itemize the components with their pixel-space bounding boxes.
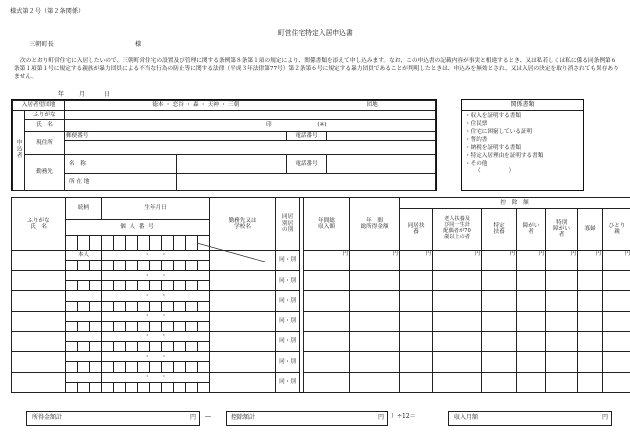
individual-no-digit[interactable] [186,321,198,331]
monthly-income-yen: 円 [601,414,608,421]
member-deduction-3[interactable] [482,271,517,291]
seal-label: 印 [266,122,272,129]
furigana-field[interactable] [65,111,436,120]
member-deduction-3[interactable] [482,372,517,392]
member-annual-earnings[interactable] [350,352,400,372]
member-annual-income[interactable] [304,332,350,352]
member-annual-income[interactable] [304,271,350,291]
work-address-field[interactable] [177,174,436,191]
individual-no-digit[interactable] [186,261,198,271]
document-item: ・収入を証明する書類 [465,112,521,119]
member-deduction-4[interactable]: 円 [517,250,546,270]
member-relation-field[interactable] [66,311,102,321]
individual-no-digit[interactable] [138,301,150,311]
minus-sign: ― [205,413,211,420]
individual-no-digit[interactable] [198,321,210,331]
documents-list [465,113,580,177]
member-deduction-2[interactable]: 円 [433,250,482,270]
address-field[interactable] [65,141,436,155]
individual-no-digit[interactable] [126,281,138,291]
individual-no-digit[interactable] [90,342,102,352]
col-deduction-5: 特別 障がい 者 [546,208,578,250]
date-month: 月 [79,91,86,98]
income-total-box[interactable] [26,411,200,426]
member-relation-field[interactable] [66,291,102,301]
postal-label: 郵便番号 [66,132,89,139]
individual-no-digit[interactable] [174,261,186,271]
form-number: 様式第２号（第２条関係） [10,8,85,15]
applicant-side-label: 申込者 [15,139,22,160]
col-furigana-name: ふりがな 氏 名 [12,198,66,251]
individual-no-digit[interactable] [186,281,198,291]
individual-no-digit[interactable] [66,281,78,291]
individual-no-digit[interactable] [114,261,126,271]
col-deduction-2: 老人扶養及 び同一生計 配偶者が70 歳以上の者 [433,208,482,250]
individual-no-digit[interactable] [150,301,162,311]
member-deduction-6[interactable] [578,352,603,372]
income-total-yen: 円 [189,414,196,421]
member-same-separate[interactable]: 同・別 [276,250,300,270]
member-annual-earnings[interactable] [350,311,400,331]
member-employer-field[interactable] [210,332,276,352]
member-deduction-3[interactable] [482,291,517,311]
member-same-separate[interactable]: 同・別 [276,332,300,352]
member-deduction-2[interactable] [433,291,482,311]
member-same-separate[interactable]: 同・別 [276,271,300,291]
member-deduction-1[interactable] [400,352,433,372]
col-deduction-title: 控 除 額 [400,198,630,209]
member-birth-field[interactable]: ・ ・ [102,271,210,281]
monthly-income-box[interactable] [448,411,612,426]
declaration-text: 次のとおり町営住宅に入居したいので、三朝町営住宅の設置及び管理に関する条例第８条第１項の規定により、関係書類を添えて申し込みます。なお、この申込書の記載内容が事実と相違するとき、又は私若しくは私に係る同条例第６条第１項第１号に規定する親族が暴力団員による不当な行為の防止等に関する法律（平成３年法律第77号）第２条第６号に規定する暴力団員であることが判明したときは、申込みを無効とされ、又は入居の決定を取り消されても異存ありません。 [14,58,619,81]
individual-no-digit[interactable] [138,382,150,392]
member-annual-earnings[interactable] [350,372,400,392]
member-deduction-6[interactable] [578,291,603,311]
individual-no-digit[interactable] [150,261,162,271]
individual-no-digit[interactable] [66,362,78,372]
individual-no-digit[interactable] [66,301,78,311]
divide-by-12: ）÷12＝ [391,413,416,420]
individual-no-digit[interactable] [102,281,114,291]
individual-no-digit[interactable] [102,362,114,372]
individual-no-digit[interactable] [114,301,126,311]
member-deduction-6[interactable] [578,271,603,291]
individual-no-digit[interactable] [114,281,126,291]
individual-no-digit[interactable] [126,321,138,331]
individual-no-digit[interactable] [90,301,102,311]
member-annual-income[interactable] [304,372,350,392]
individual-no-digit[interactable] [138,321,150,331]
individual-no-digit[interactable] [78,261,90,271]
individual-no-digit[interactable] [198,301,210,311]
col-deduction-4: 障がい 者 [517,208,546,250]
member-deduction-1[interactable] [400,271,433,291]
member-deduction-4[interactable] [517,352,546,372]
individual-no-digit[interactable] [78,321,90,331]
member-deduction-5[interactable] [546,372,578,392]
income-total-label: 所得金額計 [32,414,63,421]
page-title: 町営住宅特定入居申込書 [278,29,353,37]
member-birth-field[interactable]: ・ ・ [102,291,210,301]
individual-no-digit[interactable] [150,342,162,352]
member-name-field[interactable] [12,311,66,331]
individual-no-digit[interactable] [126,261,138,271]
household-table [11,197,630,393]
member-deduction-3[interactable] [482,311,517,331]
document-item: ・納税を証明する書類 [465,144,521,151]
individual-no-digit[interactable] [126,342,138,352]
member-deduction-6[interactable] [578,311,603,331]
honorific: 様 [135,41,142,48]
postal-field[interactable] [65,132,287,141]
member-annual-income[interactable] [304,352,350,372]
individual-no-digit[interactable] [138,261,150,271]
documents-box [461,99,584,191]
member-employer-field[interactable] [210,271,276,291]
work-address-label: 所 在 地 [65,174,177,191]
individual-no-digit[interactable] [66,342,78,352]
member-annual-earnings[interactable] [350,291,400,311]
individual-no-digit[interactable] [78,342,90,352]
member-annual-earnings[interactable] [350,332,400,352]
individual-no-digit[interactable] [150,281,162,291]
col-birth: 生年月日 [102,198,210,220]
individual-no-digit[interactable] [174,342,186,352]
individual-no-digit[interactable] [102,382,114,392]
member-relation-field[interactable] [66,271,102,281]
name-field[interactable] [65,120,436,132]
phone-label: 電話番号 [287,132,327,141]
seal-mark: (※) [317,122,327,129]
member-deduction-5[interactable] [546,332,578,352]
individual-no-digit[interactable] [186,301,198,311]
individual-no-digit[interactable] [102,342,114,352]
individual-no-digit[interactable] [90,362,102,372]
member-employer-field[interactable] [210,352,276,372]
individual-no-digit[interactable] [186,382,198,392]
member-annual-earnings[interactable] [350,271,400,291]
member-name-field[interactable] [12,271,66,291]
applicant-section [11,99,437,191]
individual-no-digit[interactable] [138,362,150,372]
individual-no-digit[interactable] [162,261,174,271]
member-deduction-4[interactable] [517,372,546,392]
individual-no-digit[interactable] [114,382,126,392]
member-annual-income[interactable] [304,291,350,311]
individual-no-digit[interactable] [198,382,210,392]
individual-no-digit[interactable] [114,362,126,372]
work-name-field[interactable] [177,155,287,174]
member-employer-field[interactable] [210,311,276,331]
individual-no-digit[interactable] [78,362,90,372]
member-same-separate[interactable]: 同・別 [276,311,300,331]
document-item: ・その他 [465,160,488,167]
individual-no-digit[interactable] [162,382,174,392]
individual-no-digit[interactable] [78,382,90,392]
member-name-field[interactable] [12,250,66,270]
individual-no-digit[interactable] [174,281,186,291]
work-phone-label: 電話番号 [287,155,327,174]
member-deduction-5[interactable] [546,271,578,291]
document-item: ・住民票 [465,120,488,127]
individual-no-digit[interactable] [186,362,198,372]
individual-no-digit[interactable] [114,342,126,352]
deduction-total-box[interactable] [226,411,388,426]
individual-no-digit[interactable] [162,362,174,372]
individual-no-digit[interactable] [138,342,150,352]
addressee: 三朝町長 [29,41,54,48]
col-deduction-3: 特定 扶養 [482,208,517,250]
member-deduction-7[interactable]: 円 [603,250,630,270]
member-deduction-1[interactable] [400,311,433,331]
individual-no-digit[interactable] [90,281,102,291]
individual-no-digit[interactable] [198,342,210,352]
individual-no-digit[interactable] [198,261,210,271]
deduction-total-yen: 円 [377,414,384,421]
individual-no-digit[interactable] [150,382,162,392]
member-deduction-1[interactable] [400,291,433,311]
individual-no-digit[interactable] [150,362,162,372]
monthly-income-label: 収入月額 [454,414,479,421]
member-deduction-1[interactable]: 円 [400,250,433,270]
member-deduction-4[interactable] [517,311,546,331]
col-deduction-6: 寡婦 [578,208,603,250]
individual-no-digit[interactable] [66,321,78,331]
member-annual-earnings[interactable]: 円 [350,250,400,270]
individual-no-digit[interactable] [102,321,114,331]
member-annual-income[interactable]: 円 [304,250,350,270]
member-annual-income[interactable] [304,311,350,331]
member-same-separate[interactable]: 同・別 [276,291,300,311]
member-deduction-7[interactable] [603,311,630,331]
member-deduction-6[interactable]: 円 [578,250,603,270]
document-other-paren: （ ） [475,168,515,175]
col-deduction-7: ひとり 親 [603,208,630,250]
individual-no-digit[interactable] [162,342,174,352]
document-item: ・住宅に困窮している証明 [465,128,533,135]
date-year: 年 [58,91,65,98]
member-deduction-2[interactable] [433,372,482,392]
member-deduction-2[interactable] [433,352,482,372]
member-name-field[interactable] [12,352,66,372]
individual-no-digit[interactable] [162,321,174,331]
furigana-label: ふりがな [25,111,65,120]
member-birth-field[interactable]: ・ ・ [102,250,210,260]
member-deduction-3[interactable] [482,352,517,372]
member-deduction-7[interactable] [603,291,630,311]
member-deduction-7[interactable] [603,372,630,392]
date-day: 日 [104,91,111,98]
address-label: 現住所 [25,132,65,155]
member-deduction-1[interactable] [400,372,433,392]
individual-no-digit[interactable] [162,301,174,311]
member-birth-field[interactable]: ・ ・ [102,372,210,382]
housing-areas[interactable]: 徳本 ・ 恋谷 ・ 森 ・ 天神 ・ 三朝 [65,101,327,111]
individual-no-digit[interactable] [198,281,210,291]
member-deduction-5[interactable] [546,311,578,331]
member-deduction-5[interactable] [546,291,578,311]
name-label: 氏 名 [25,120,65,132]
member-relation-field[interactable] [66,372,102,382]
member-deduction-5[interactable]: 円 [546,250,578,270]
member-employer-field[interactable] [210,372,276,392]
self-employer-slash [197,243,265,262]
individual-no-digit[interactable] [186,342,198,352]
col-individual-no: 個 人 番 号 [66,220,210,235]
col-relation: 続柄 [66,198,102,220]
individual-no-digit[interactable] [126,301,138,311]
documents-title: 関係書類 [510,101,535,108]
col-annual-income: 年間総 収入額 [304,198,350,251]
member-name-field[interactable] [12,332,66,352]
phone-field[interactable] [327,132,436,141]
member-deduction-2[interactable] [433,271,482,291]
individual-no-digit[interactable] [138,281,150,291]
member-same-separate[interactable]: 同・別 [276,372,300,392]
member-birth-field[interactable]: ・ ・ [102,311,210,321]
member-deduction-3[interactable]: 円 [482,250,517,270]
member-deduction-4[interactable] [517,291,546,311]
individual-no-digit[interactable] [90,321,102,331]
individual-no-digit[interactable] [174,301,186,311]
individual-no-digit[interactable] [90,382,102,392]
individual-no-digit[interactable] [102,261,114,271]
individual-no-digit[interactable] [150,321,162,331]
col-deduction-1: 同居扶 養 [400,208,433,250]
work-phone-field[interactable] [327,155,436,174]
individual-no-digit[interactable] [174,382,186,392]
member-deduction-4[interactable] [517,332,546,352]
col-employer: 勤務先又は 学校名 [210,198,276,251]
member-name-field[interactable] [12,372,66,392]
individual-no-digit[interactable] [162,281,174,291]
member-relation-field[interactable] [66,332,102,342]
member-deduction-2[interactable] [433,332,482,352]
member-deduction-7[interactable] [603,271,630,291]
individual-no-digit[interactable] [102,301,114,311]
individual-no-digit[interactable] [66,261,78,271]
member-relation-field[interactable] [66,352,102,362]
work-name-label: 名 称 [65,155,177,174]
document-item: ・特定入居理由を証明する書類 [465,152,544,159]
individual-no-digit[interactable] [174,321,186,331]
member-deduction-2[interactable] [433,311,482,331]
member-deduction-5[interactable] [546,352,578,372]
individual-no-digit[interactable] [90,261,102,271]
member-deduction-7[interactable] [603,352,630,372]
member-deduction-1[interactable] [400,332,433,352]
individual-no-digit[interactable] [126,362,138,372]
member-birth-field[interactable]: ・ ・ [102,352,210,362]
member-deduction-6[interactable] [578,332,603,352]
member-deduction-4[interactable] [517,271,546,291]
member-deduction-3[interactable] [482,332,517,352]
individual-no-digit[interactable] [78,281,90,291]
member-employer-field[interactable] [210,291,276,311]
individual-no-digit[interactable] [114,321,126,331]
member-same-separate[interactable]: 同・別 [276,352,300,372]
individual-no-digit[interactable] [126,382,138,392]
deduction-total-label: 控除額計 [231,414,256,421]
individual-no-digit[interactable] [198,362,210,372]
individual-no-digit[interactable] [78,301,90,311]
danchi-label: 団地 [327,101,436,111]
individual-no-digit[interactable] [66,382,78,392]
member-birth-field[interactable]: ・ ・ [102,332,210,342]
individual-no-digit[interactable] [174,362,186,372]
col-same-separate: 同居 別居 の別 [276,198,300,251]
document-item: ・誓約書 [465,136,488,143]
member-deduction-7[interactable] [603,332,630,352]
workplace-label: 勤務先 [25,155,65,191]
member-name-field[interactable] [12,291,66,311]
member-relation-field[interactable]: 本人 [66,250,102,260]
member-deduction-6[interactable] [578,372,603,392]
col-annual-earnings: 年 間 総所得金額 [350,198,400,251]
housing-label: 入居者望団地 [13,101,65,111]
